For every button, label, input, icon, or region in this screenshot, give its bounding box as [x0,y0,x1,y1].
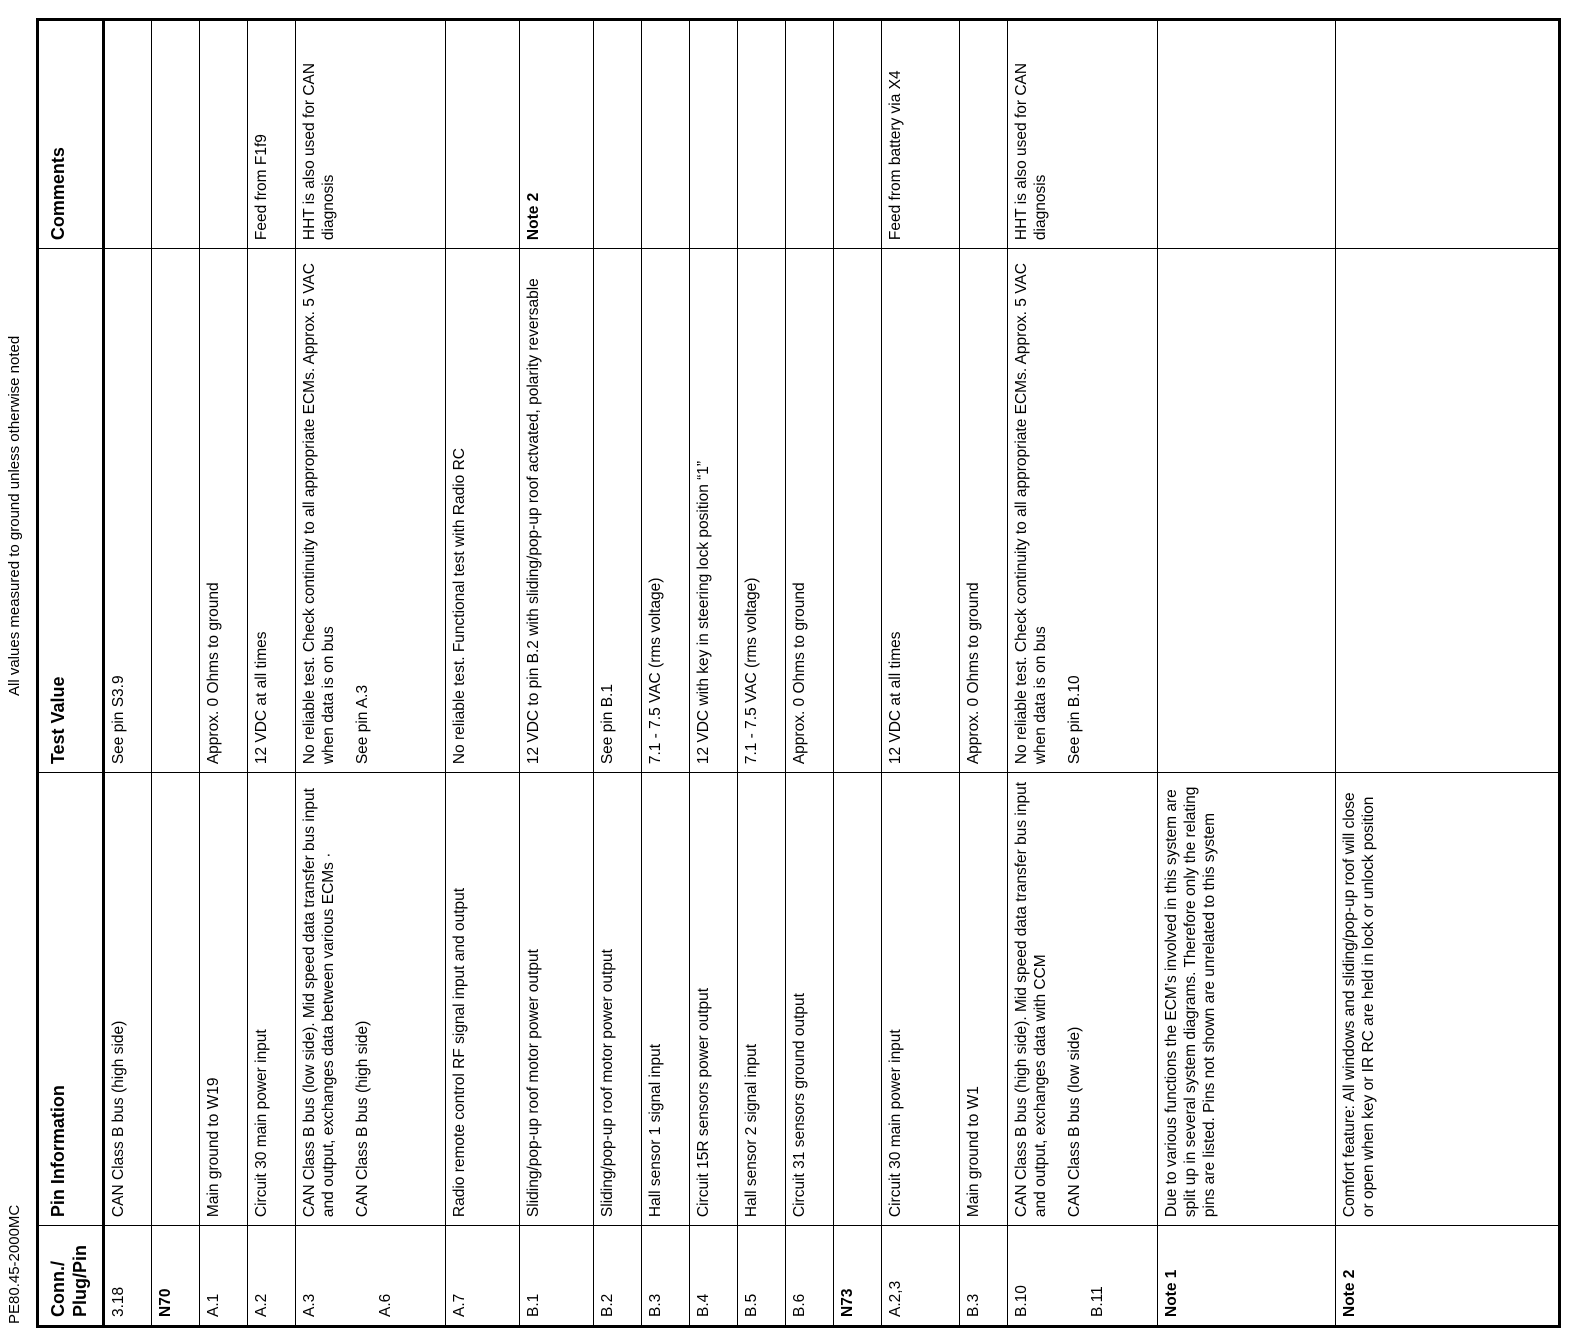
conn-cell: B.6 [786,1226,834,1327]
conn-cell: A.7 [446,1226,520,1327]
test-cell: See pin B.1 [594,249,642,773]
conn-cell [1008,1226,1158,1327]
info-value: CAN Class B bus (high side) [354,1020,371,1218]
info-cell: Circuit 30 main power input [882,773,960,1226]
comment-cell: Feed from battery via X4 [882,20,960,249]
table-row [200,20,248,1327]
test-cell: Approx. 0 Ohms to ground [200,249,248,773]
info-cell [834,773,882,1226]
comment-cell [152,20,200,249]
table-row [520,20,594,1327]
comment-cell [690,20,738,249]
info-cell: Sliding/pop-up roof motor power output [594,773,642,1226]
col-header-pin-info: Pin Information [38,773,104,1226]
info-value: CAN Class B bus (low side) [1066,1026,1083,1218]
col-header-conn: Conn./ Plug/Pin [38,1226,104,1327]
test-cell: Approx. 0 Ohms to ground [960,249,1008,773]
col-header-test-value: Test Value [38,249,104,773]
conn-value: B.11 [1089,1286,1106,1317]
table-row [690,20,738,1327]
conn-cell: B.5 [738,1226,786,1327]
note-text: Due to various functions the ECM’s involved in this system are split up in several system diagrams. Therefore only the relating pins are listed. Pins not shown are unrelated to this system [1158,773,1336,1226]
note-empty-cell [1158,20,1336,249]
test-cell [152,249,200,773]
conn-cell: N70 [152,1226,200,1327]
test-cell: 12 VDC with key in steering lock position “1” [690,249,738,773]
test-cell: See pin S3.9 [104,249,152,773]
note-empty-cell [1336,249,1560,773]
test-value: See pin B.10 [1066,675,1083,765]
test-cell: 12 VDC at all times [248,249,296,773]
comment-value: HHT is also used for CAN diagnosis [301,62,337,241]
col-header-comments: Comments [38,20,104,249]
conn-cell: B.4 [690,1226,738,1327]
comment-cell: Feed from F1f9 [248,20,296,249]
test-value: No reliable test. Check continuity to all appropriate ECMs. Approx. 5 VAC when data is on bus [1013,263,1049,765]
info-cell: Radio remote control RF signal input and output [446,773,520,1226]
table-row [786,20,834,1327]
comment-cell: Note 2 [520,20,594,249]
conn-cell: 3.18 [104,1226,152,1327]
table-row [834,20,882,1327]
conn-cell: N73 [834,1226,882,1327]
test-cell: 7.1 - 7.5 VAC (rms voltage) [642,249,690,773]
info-cell [1008,773,1158,1226]
conn-value: A.3 [301,1293,318,1317]
table-row [594,20,642,1327]
comment-cell [786,20,834,249]
comment-cell [642,20,690,249]
document-id: PE80.45-2000MC [6,1204,23,1324]
table-row [642,20,690,1327]
table-row [104,20,152,1327]
pin-table [36,18,1561,1328]
comment-cell [104,20,152,249]
test-cell [296,249,446,773]
conn-cell: B.2 [594,1226,642,1327]
info-cell: CAN Class B bus (high side) [104,773,152,1226]
conn-cell: B.3 [960,1226,1008,1327]
info-value: CAN Class B bus (high side). Mid speed data transfer bus input and output, exchanges data with CCM [1013,782,1049,1218]
note-label: Note 2 [1336,1226,1560,1327]
info-cell: Hall sensor 2 signal input [738,773,786,1226]
table-row [446,20,520,1327]
info-cell: Circuit 30 main power input [248,773,296,1226]
info-cell [152,773,200,1226]
table-row-group [1008,20,1158,1327]
test-cell: Approx. 0 Ohms to ground [786,249,834,773]
test-cell: 12 VDC to pin B.2 with sliding/pop-up roof actvated, polarity reversable [520,249,594,773]
comment-cell [1008,20,1158,249]
test-cell: 12 VDC at all times [882,249,960,773]
note-empty-cell [1336,20,1560,249]
test-cell: 7.1 - 7.5 VAC (rms voltage) [738,249,786,773]
conn-cell: B.3 [642,1226,690,1327]
comment-cell [834,20,882,249]
table-row [152,20,200,1327]
comment-value: HHT is also used for CAN diagnosis [1013,62,1049,241]
measurement-note: All values measured to ground unless otherwise noted [6,335,23,696]
table-header-row [38,20,104,1327]
conn-cell [296,1226,446,1327]
info-cell [296,773,446,1226]
note-label: Note 1 [1158,1226,1336,1327]
comment-cell [296,20,446,249]
conn-cell: A.1 [200,1226,248,1327]
info-cell: Hall sensor 1 signal input [642,773,690,1226]
info-cell: Circuit 31 sensors ground output [786,773,834,1226]
conn-value: B.10 [1013,1285,1030,1317]
test-cell: No reliable test. Functional test with Radio RC [446,249,520,773]
test-cell [834,249,882,773]
info-cell: Main ground to W1 [960,773,1008,1226]
conn-cell: A.2 [248,1226,296,1327]
test-cell [1008,249,1158,773]
comment-cell [200,20,248,249]
test-value: No reliable test. Check continuity to all appropriate ECMs. Approx. 5 VAC when data is on bus [301,263,337,765]
conn-cell: B.1 [520,1226,594,1327]
note-empty-cell [1158,249,1336,773]
note-row [1336,20,1560,1327]
comment-cell [960,20,1008,249]
comment-cell [446,20,520,249]
table-row [248,20,296,1327]
table-row-group [296,20,446,1327]
conn-cell: A.2,3 [882,1226,960,1327]
note-text: Comfort feature: All windows and sliding/pop-up roof will close or open when key or IR RC are held in lock or unlock position [1336,773,1560,1226]
info-value: CAN Class B bus (low side). Mid speed data transfer bus input and output, exchanges data between various ECMs · [301,788,337,1218]
comment-cell [594,20,642,249]
info-cell: Main ground to W19 [200,773,248,1226]
info-cell: Circuit 15R sensors power output [690,773,738,1226]
table-row [738,20,786,1327]
table-row [882,20,960,1327]
info-cell: Sliding/pop-up roof motor power output [520,773,594,1226]
test-value: See pin A.3 [354,684,371,765]
note-row [1158,20,1336,1327]
conn-value: A.6 [377,1293,394,1317]
table-row [960,20,1008,1327]
comment-cell [738,20,786,249]
